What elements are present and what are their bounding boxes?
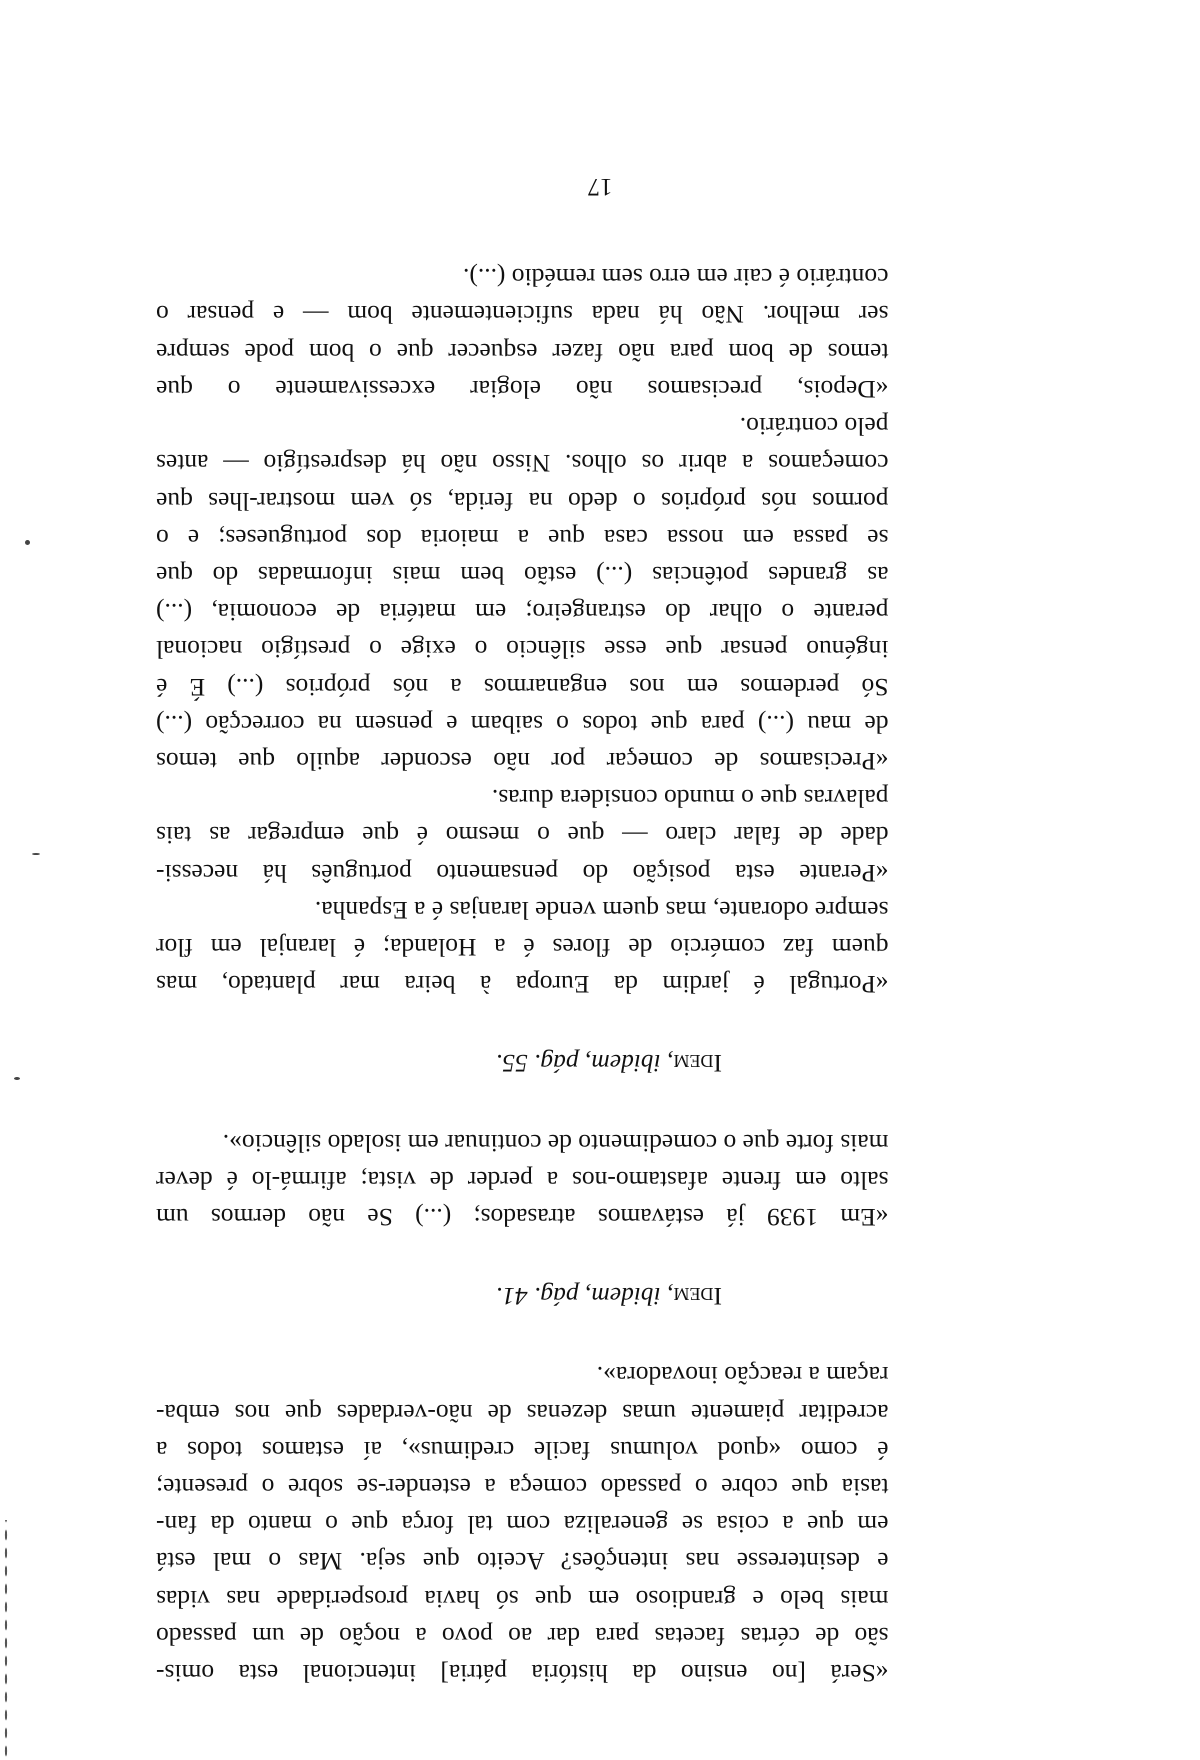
text-line: acreditar piamente umas dezenas de não-verdades que nos emba- bbox=[156, 1398, 889, 1428]
text-line: «Depois, precisamos não elogiar excessivamente o que bbox=[156, 374, 889, 404]
quote-paragraph-portugal-jardim bbox=[156, 892, 942, 1004]
scan-speck bbox=[14, 1077, 20, 1080]
scan-speck bbox=[32, 853, 40, 855]
text-line: se passa em nossa casa que a maioria dos portugueses; e o bbox=[156, 523, 889, 553]
scan-edge-artifact bbox=[4, 1520, 8, 1760]
text-line: salto em frente afastamo-nos a perder de vista; afirmá-lo é dever bbox=[156, 1165, 889, 1195]
text-line: contrário é cair em erro sem remédio (...). bbox=[462, 263, 889, 293]
text-line: quem faz comércio de flores é a Holanda; é laranjal em flor bbox=[156, 932, 889, 962]
text-line: pormos nós próprios o dedo na ferida, só vem mostrar-lhes que bbox=[156, 486, 889, 516]
text-line: temos de bom para não fazer esquecer que o bom pode sempre bbox=[156, 337, 889, 367]
text-line: mais belo e grandioso em que só havia prosperidade nas vidas bbox=[156, 1584, 889, 1614]
text-line: em que a coisa se generaliza com tal força que o manto da fan- bbox=[156, 1510, 889, 1540]
citation-author: Idem bbox=[673, 1049, 722, 1079]
text-line: sempre odorante, mas quem vende laranjas é a Espanha. bbox=[314, 895, 889, 925]
scan-speck bbox=[25, 540, 30, 545]
text-line: ser melhor. Não há nada suficientemente bom — e pensar o bbox=[156, 300, 889, 330]
quote-paragraph-depois bbox=[156, 259, 942, 408]
quote-paragraph-perante bbox=[156, 780, 942, 892]
text-line: palavras que o mundo considera duras. bbox=[491, 784, 889, 814]
text-line: e desinteresse nas intenções? Aceito que seja. Mas o mal está bbox=[156, 1547, 889, 1577]
quote-paragraph-historia-patria bbox=[156, 1357, 942, 1692]
quote-paragraph-1939 bbox=[156, 1124, 942, 1236]
text-line: de mau (...) para que todos o saibam e pensem na correcção (...) bbox=[156, 709, 889, 739]
text-line: «Portugal é jardim da Europa à beira mar plantado, mas bbox=[156, 970, 889, 1000]
text-line: ingénuo pensar que esse silêncio o exige o prestígio nacional bbox=[156, 635, 889, 665]
text-line: mais forte que o comedimento de continuar em isolado silêncio». bbox=[222, 1128, 889, 1158]
text-line: «Será [no ensino da história pátria] intencional esta omis- bbox=[156, 1659, 889, 1688]
text-line: «Em 1939 já estávamos atrasados; (...) Se não dermos um bbox=[156, 1202, 889, 1232]
page-number: 17 bbox=[587, 173, 613, 200]
citation-reference bbox=[156, 1045, 722, 1082]
text-line: perante o olhar do estrangeiro; em matéria de economia, (...) bbox=[156, 598, 889, 628]
text-line: as grandes potências (...) estão bem mais informadas do que bbox=[156, 560, 889, 590]
text-line: dade de falar claro — que o mesmo é que empregar as tais bbox=[156, 821, 889, 851]
citation-detail: , ibidem, pág. 55. bbox=[495, 1049, 674, 1079]
citation-detail: , ibidem, pág. 41. bbox=[495, 1282, 674, 1312]
text-line: raçam a reacção inovadora». bbox=[596, 1361, 889, 1391]
text-line: pelo contrário. bbox=[739, 412, 889, 442]
citation-reference bbox=[156, 1278, 722, 1315]
text-line: tasia que cobre o passado começa a estender-se sobre o presente; bbox=[156, 1472, 889, 1502]
text-line: é como «quod volumus facile credimus», aí estamos todos a bbox=[156, 1435, 889, 1465]
quote-paragraph-precisamos bbox=[156, 408, 942, 780]
page-body bbox=[156, 259, 942, 1692]
text-line: são de cértas facetas para dar ao povo a noção de um passado bbox=[156, 1621, 889, 1651]
text-line: começamos a abrir os olhos. Nisso não há desprestígio — antes bbox=[156, 449, 889, 479]
text-line: «Precisamos de começar por não esconder aquilo que temos bbox=[156, 746, 889, 776]
text-line: Só perdemos em nos enganarmos a nós próprios (...) É é bbox=[156, 672, 889, 702]
citation-author: Idem bbox=[673, 1282, 722, 1312]
text-line: «Perante esta posição do pensamento português há necessi- bbox=[156, 858, 889, 888]
